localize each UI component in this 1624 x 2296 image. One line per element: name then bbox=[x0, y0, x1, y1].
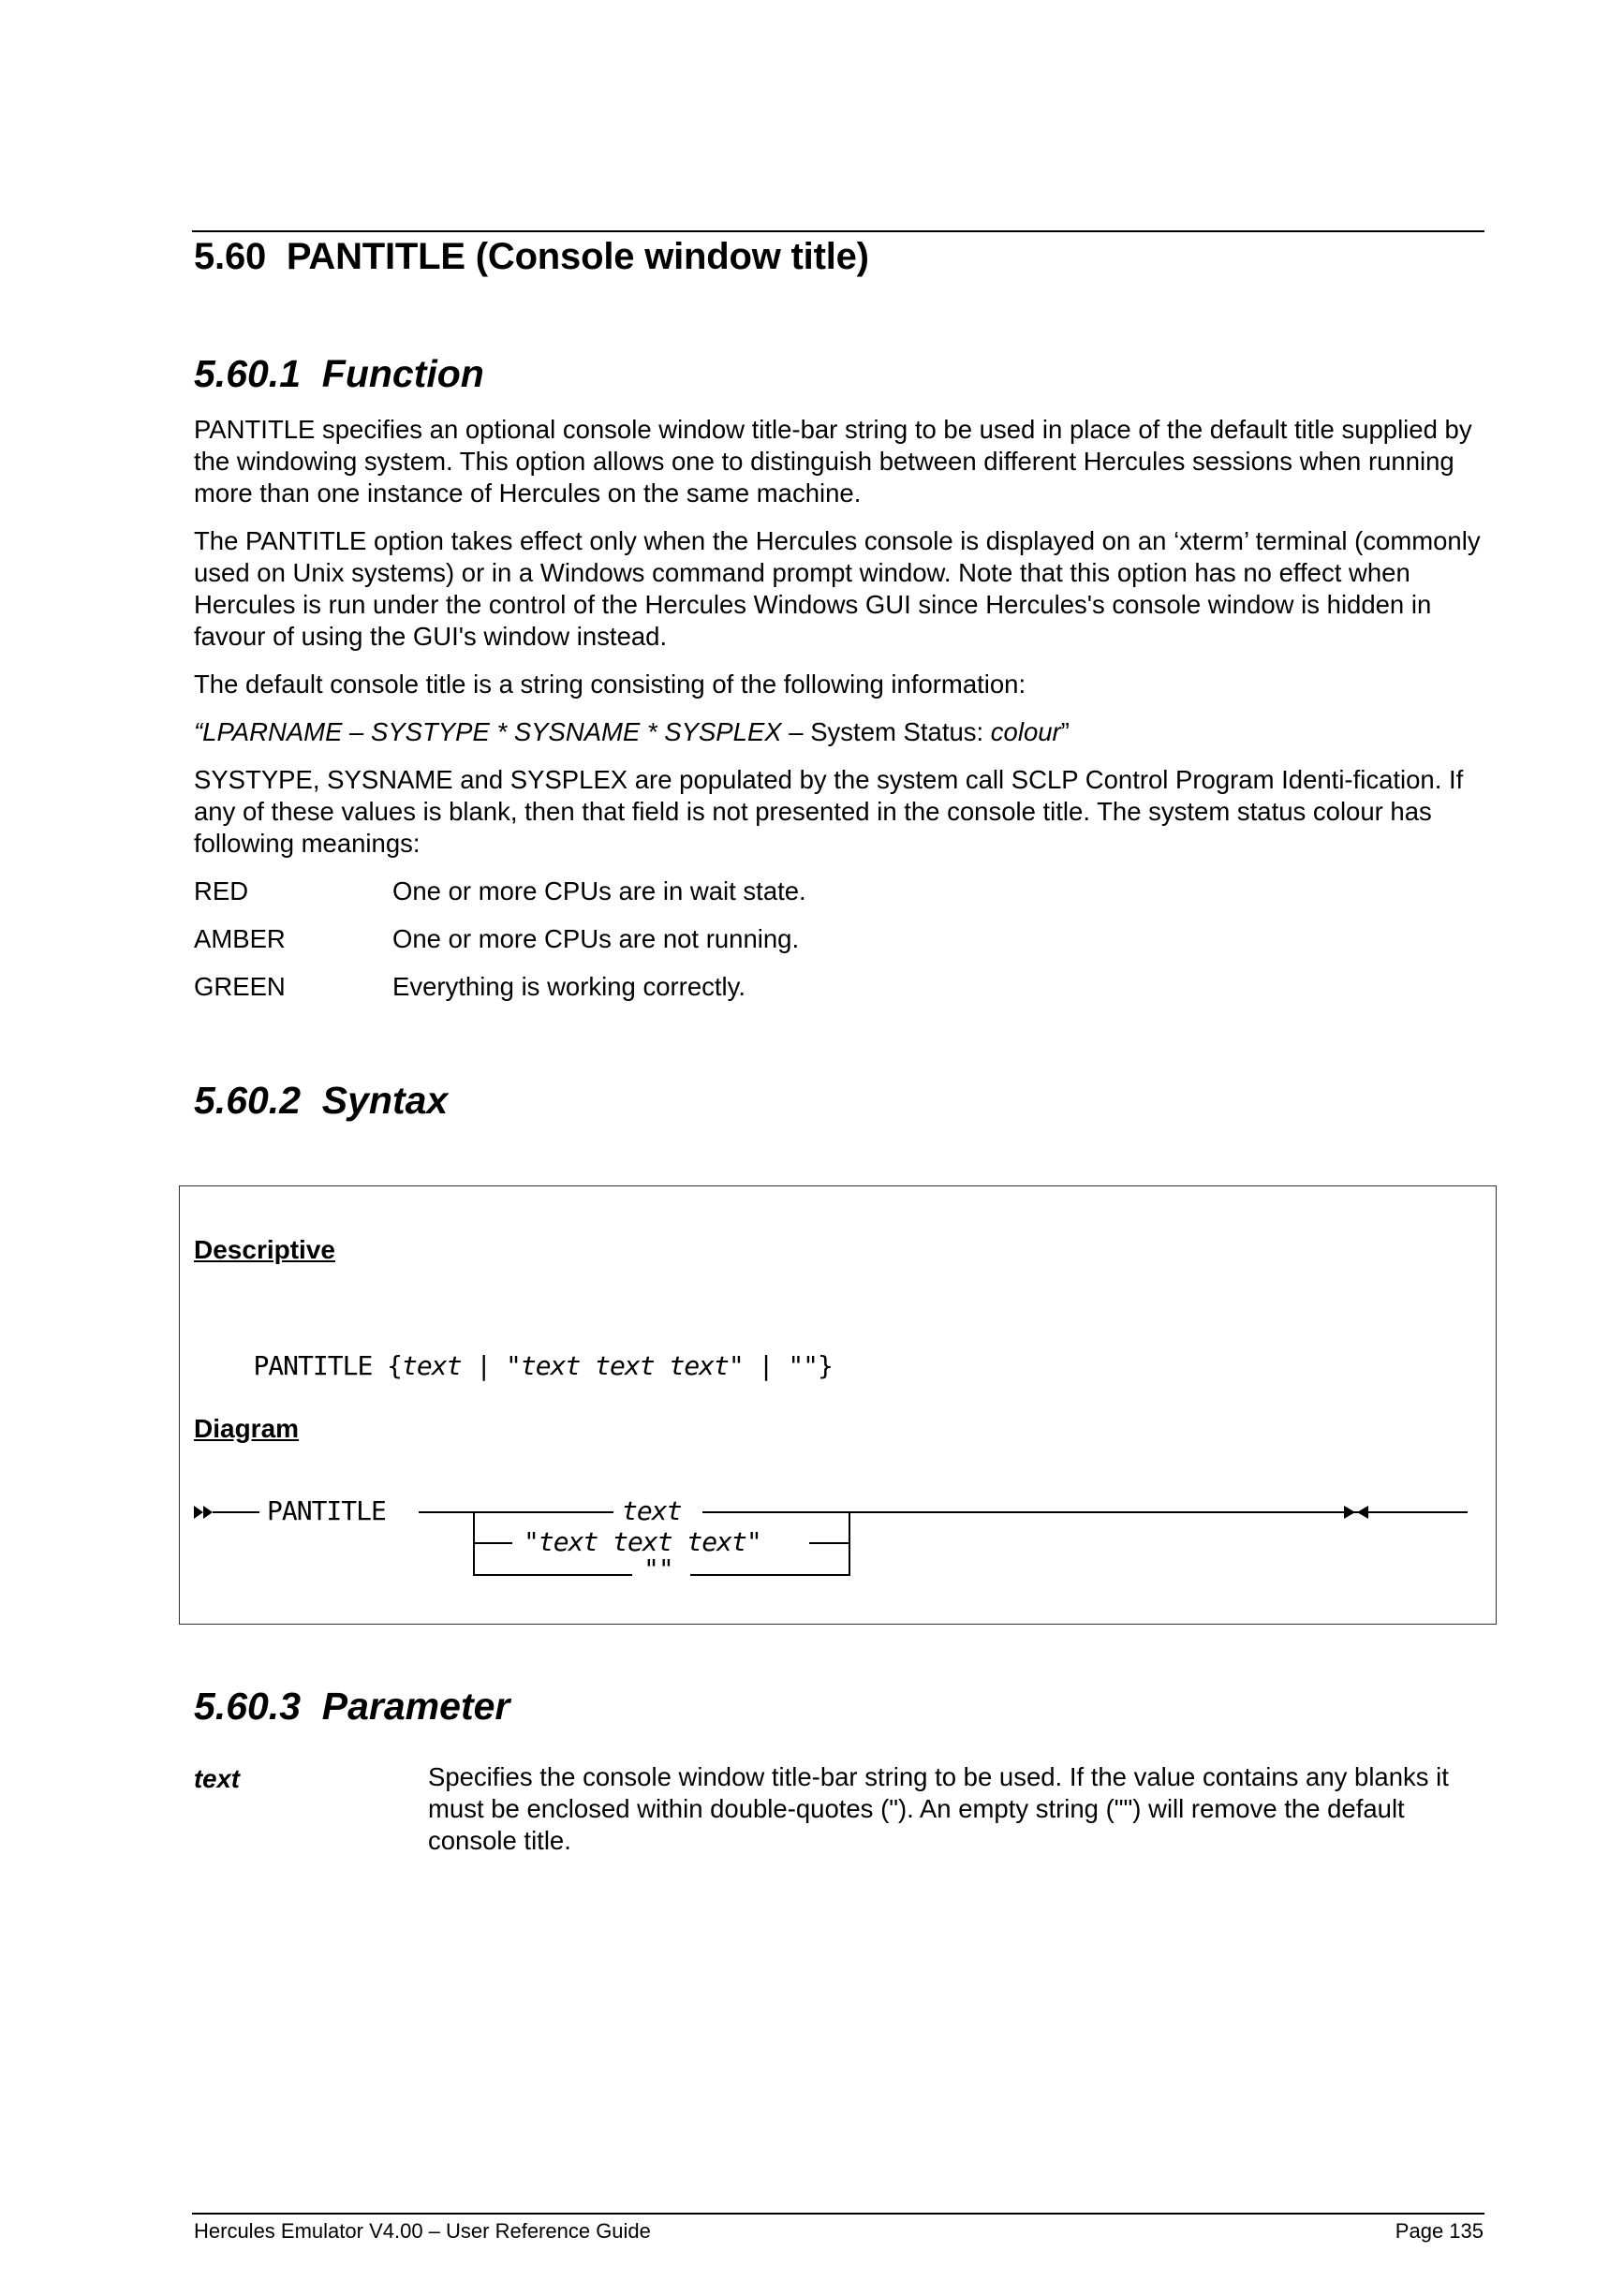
parameter-heading: 5.60.3 Parameter bbox=[194, 1685, 510, 1728]
function-paragraph-2: The PANTITLE option takes effect only when the Hercules console is displayed on an ‘xterm’ terminal (commonly used on Unix systems) or in a Windows command prompt window. Note that this option has no effect when Hercules is run under the control of the Hercules Windows GUI since Hercules's console window is hidden in favour of using the GUI's window instead. bbox=[194, 526, 1481, 651]
syntax-box bbox=[179, 1185, 1497, 1625]
footer-document-title: Hercules Emulator V4.00 – User Reference Guide bbox=[194, 2219, 651, 2243]
status-meaning: One or more CPUs are in wait state. bbox=[392, 876, 806, 905]
status-term: RED bbox=[194, 876, 249, 905]
diagram-keyword: PANTITLE bbox=[267, 1495, 386, 1526]
section-title: 5.60 PANTITLE (Console window title) bbox=[194, 236, 869, 277]
diagram-line bbox=[473, 1574, 632, 1576]
section-top-rule bbox=[192, 230, 1484, 232]
syntax-opt-text: text bbox=[402, 1350, 462, 1381]
format-plain-part: – System Status: bbox=[781, 717, 991, 746]
syntax-separator: | bbox=[461, 1350, 507, 1381]
diagram-branch-empty: "" bbox=[643, 1553, 673, 1584]
function-paragraph-3: The default console title is a string consisting of the following information: bbox=[194, 670, 1026, 699]
footer-page-number: Page 135 bbox=[1395, 2219, 1484, 2243]
format-close-quote: ” bbox=[1060, 717, 1070, 746]
syntax-heading: 5.60.2 Syntax bbox=[194, 1079, 449, 1122]
status-meaning: One or more CPUs are not running. bbox=[392, 924, 800, 953]
function-paragraph-4: SYSTYPE, SYSNAME and SYSPLEX are populated by the system call SCLP Control Program Identi-fication. If any of these values is blank, then that field is not presented in the console title. The system status colour has following meanings: bbox=[194, 765, 1464, 858]
footer-rule bbox=[192, 2213, 1484, 2215]
diagram-branch-quoted: "text text text" bbox=[524, 1526, 761, 1557]
railroad-diagram bbox=[180, 1186, 1496, 1624]
descriptive-label: Descriptive bbox=[194, 1235, 335, 1264]
syntax-opt-empty: ""} bbox=[788, 1350, 833, 1381]
status-row-amber bbox=[194, 923, 799, 955]
diagram-line bbox=[419, 1511, 613, 1513]
diagram-line bbox=[690, 1574, 849, 1576]
format-italic-part: “LPARNAME – SYSTYPE * SYSNAME * SYSPLEX bbox=[194, 717, 782, 746]
diagram-line bbox=[213, 1511, 259, 1513]
diagram-end-arrow-icon bbox=[1344, 1505, 1372, 1520]
status-term: GREEN bbox=[194, 972, 286, 1001]
diagram-label: Diagram bbox=[194, 1414, 300, 1443]
default-title-format bbox=[194, 716, 1486, 748]
syntax-command: PANTITLE { bbox=[253, 1350, 403, 1381]
diagram-branch-text: text bbox=[622, 1495, 682, 1526]
diagram-line bbox=[473, 1542, 512, 1544]
parameter-description: Specifies the console window title-bar string to be used. If the value contains any blanks it must be enclosed within double-quotes ("). An empty string ("") will remove the default console title. bbox=[428, 1762, 1449, 1855]
status-row-red bbox=[194, 876, 806, 907]
format-colour: colour bbox=[990, 717, 1061, 746]
syntax-separator: | bbox=[743, 1350, 789, 1381]
diagram-line bbox=[809, 1542, 849, 1544]
parameter-term: text bbox=[194, 1764, 240, 1793]
status-term: AMBER bbox=[194, 924, 286, 953]
syntax-opt-quoted: "text text text" bbox=[506, 1350, 744, 1381]
status-meaning: Everything is working correctly. bbox=[392, 972, 746, 1001]
function-heading: 5.60.1 Function bbox=[194, 352, 484, 395]
status-row-green bbox=[194, 971, 746, 1003]
function-paragraph-1: PANTITLE specifies an optional console window title-bar string to be used in place of the default title supplied by the windowing system. This option allows one to distinguish between different Hercules sessions when running more than one instance of Hercules on the same machine. bbox=[194, 415, 1472, 508]
